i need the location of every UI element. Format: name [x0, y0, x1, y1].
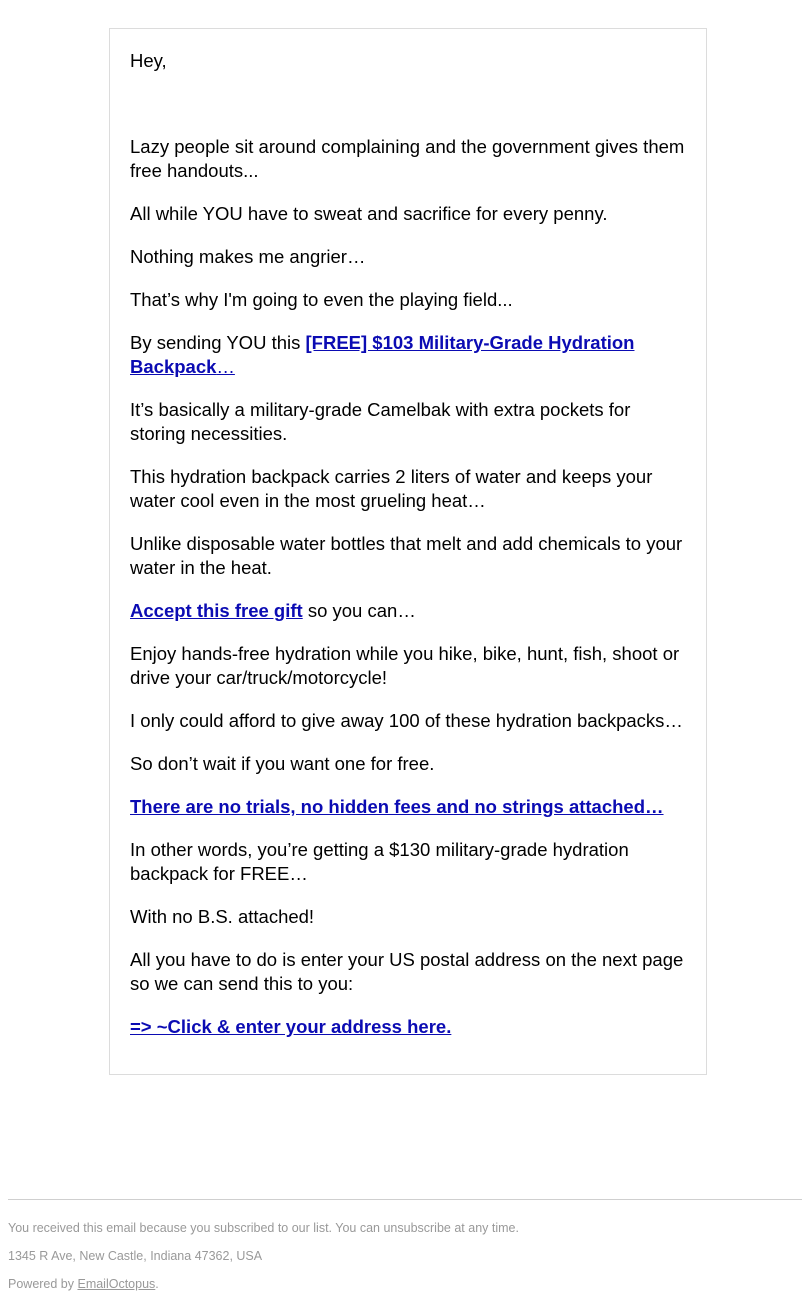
free-backpack-link-ellipsis[interactable]: … — [216, 356, 235, 377]
paragraph-enter-address: All you have to do is enter your US postal address on the next page so we can send this to you: — [130, 949, 684, 994]
paragraph-dont-wait: So don’t wait if you want one for free. — [130, 753, 435, 774]
paragraph-no-bs: With no B.S. attached! — [130, 906, 315, 927]
footer-divider — [8, 1199, 802, 1200]
paragraph-accept-gift — [130, 599, 686, 623]
paragraph-offer — [130, 331, 686, 379]
paragraph-two-liters: This hydration backpack carries 2 liters of water and keeps your water cool even in the most grueling heat… — [130, 466, 653, 511]
accept-gift-suffix: so you can… — [302, 600, 416, 621]
paragraph-sacrifice: All while YOU have to sweat and sacrifice for every penny. — [130, 203, 608, 224]
paragraph-camelbak: It’s basically a military-grade Camelbak with extra pockets for storing necessities. — [130, 399, 631, 444]
emailoctopus-link[interactable]: EmailOctopus — [77, 1277, 156, 1291]
enter-address-link[interactable]: => ~Click & enter your address here. — [130, 1016, 452, 1037]
paragraph-handouts: Lazy people sit around complaining and the government gives them free handouts... — [130, 136, 685, 181]
footer-powered-by — [8, 1276, 159, 1292]
footer-address: 1345 R Ave, New Castle, Indiana 47362, USA — [8, 1249, 263, 1263]
paragraph-free-value: In other words, you’re getting a $130 military-grade hydration backpack for FREE… — [130, 839, 629, 884]
paragraph-disposable-bottles: Unlike disposable water bottles that melt and add chemicals to your water in the heat. — [130, 533, 683, 578]
no-trials-link[interactable]: There are no trials, no hidden fees and no strings attached… — [130, 796, 664, 817]
paragraph-angrier: Nothing makes me angrier… — [130, 246, 366, 267]
paragraph-limited: I only could afford to give away 100 of these hydration backpacks… — [130, 710, 683, 731]
paragraph-cta — [130, 1015, 686, 1039]
paragraph-no-trials — [130, 795, 686, 819]
footer-subscription-notice: You received this email because you subscribed to our list. You can unsubscribe at any time. — [8, 1221, 519, 1235]
greeting: Hey, — [130, 50, 167, 71]
powered-by-prefix: Powered by — [8, 1277, 78, 1291]
email-body — [130, 49, 686, 1058]
free-backpack-link-text: [FREE] $103 Military-Grade Hydration Backpack — [130, 332, 635, 377]
offer-prefix: By sending YOU this — [130, 332, 306, 353]
paragraph-hands-free: Enjoy hands-free hydration while you hike, bike, hunt, fish, shoot or drive your car/truck/motorcycle! — [130, 643, 680, 688]
email-card — [109, 28, 707, 1075]
paragraph-playing-field: That’s why I'm going to even the playing field... — [130, 289, 513, 310]
powered-by-suffix: . — [155, 1277, 159, 1291]
accept-gift-link[interactable]: Accept this free gift — [130, 600, 303, 621]
